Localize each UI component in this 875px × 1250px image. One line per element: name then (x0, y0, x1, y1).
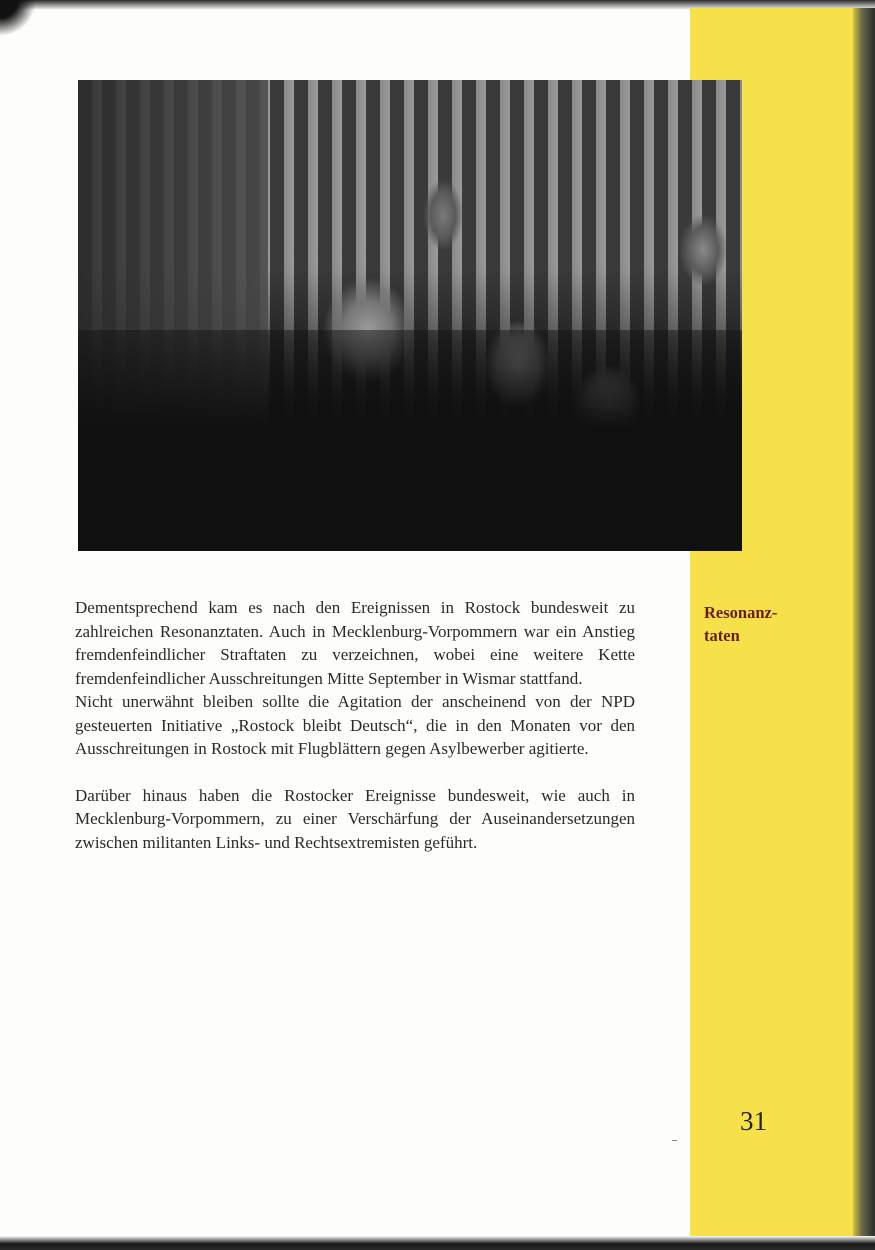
paragraph-2: Nicht unerwähnt bleiben sollte die Agitation der anscheinend von der NPD gesteuerten Initiative „Rostock bleibt Deutsch“, die in den Monaten vor den Ausschreitungen in Rostock mit Flugblättern gegen Asylbewerber agitierte. (75, 692, 635, 758)
paragraph-3: Darüber hinaus haben die Rostocker Ereignisse bundesweit, wie auch in Mecklenburg-Vorpommern, zu einer Verschärfung der Auseinandersetzungen zwischen militanten Links- und Rechtsextremisten geführt. (75, 785, 635, 852)
paragraph-1: Dementsprechend kam es nach den Ereignissen in Rostock bundesweit zu zahlreichen Resonanztaten. Auch in Mecklenburg-Vorpommern war ein Anstieg fremdenfeindlicher Straftaten zu verzeichnen, wobei eine weitere Kette fremdenfeindlicher Ausschreitungen Mitte September in Wismar stattfand. (75, 598, 635, 688)
page-bottom-shadow (0, 1236, 875, 1250)
margin-heading-line-2: taten (704, 626, 740, 645)
page-corner-shadow (0, 0, 40, 40)
print-mark (672, 1140, 677, 1141)
crowd-photo (78, 80, 742, 551)
page-number: 31 (740, 1106, 767, 1136)
body-text (75, 596, 635, 854)
margin-heading-line-1: Resonanz- (704, 603, 778, 622)
margin-heading (704, 601, 814, 647)
page-binding-edge (853, 8, 875, 1242)
photo-crowd-bodies (78, 330, 742, 551)
